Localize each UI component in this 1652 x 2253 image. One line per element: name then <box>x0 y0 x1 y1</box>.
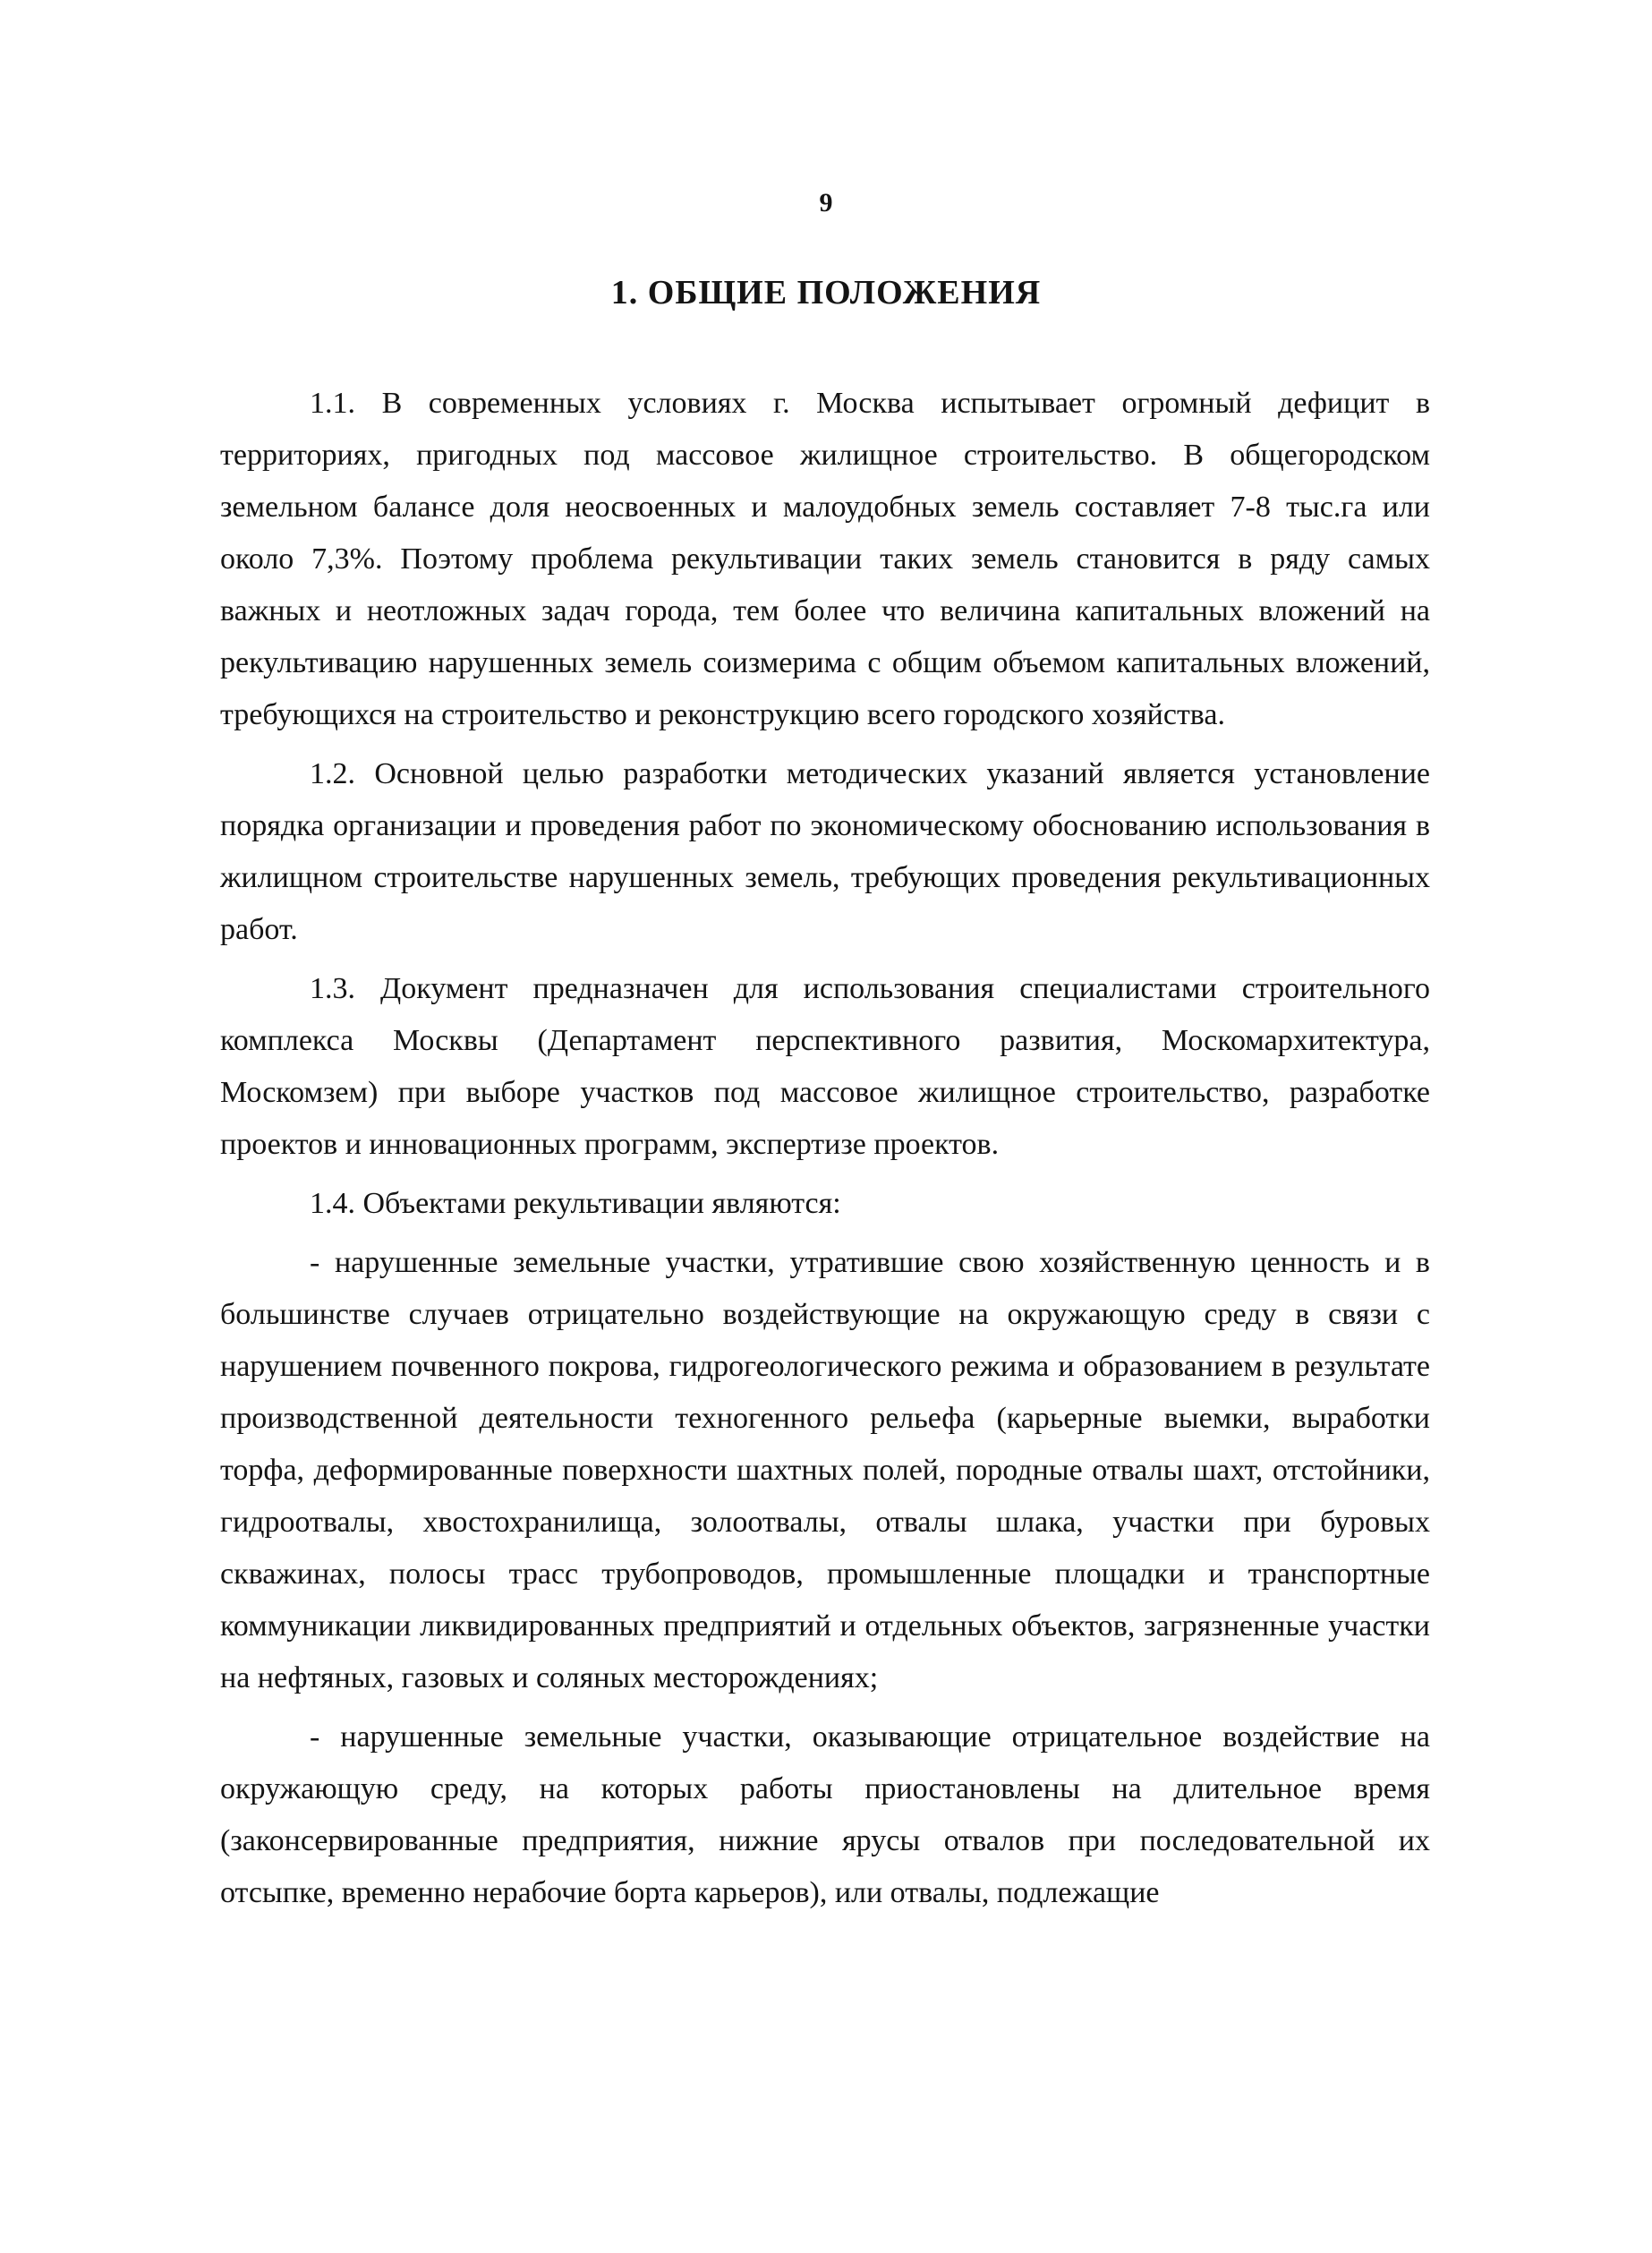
paragraph-1-2: 1.2. Основной целью разработки методических указаний является установление порядка организации и проведения работ по экономическому обоснованию использования в жилищном строительстве нарушенных земель, требующих проведения рекультивационных работ. <box>220 757 1430 946</box>
paragraph-1-1: 1.1. В современных условиях г. Москва испытывает огромный дефицит в территориях, пригодных под массовое жилищное строительство. В общегородском земельном балансе доля неосвоенных и малоудобных земель составляет 7-8 тыс.га или около 7,3%. Поэтому проблема рекультивации таких земель становится в ряду самых важных и неотложных задач города, тем более что величина капитальных вложений на рекультивацию нарушенных земель соизмерима с общим объемом капитальных вложений, требующихся на строительство и реконструкцию всего городского хозяйства. <box>220 387 1430 731</box>
paragraph-1-4: 1.4. Объектами рекультивации являются: <box>310 1187 841 1220</box>
paragraph-1-3: 1.3. Документ предназначен для использования специалистами строительного комплекса Москвы (Департамент перспективного развития, Москомархитектура, Москомзем) при выборе участков под массовое жилищное строительство, разработке проектов и инновационных программ, экспертизе проектов. <box>220 972 1430 1161</box>
list-item-2: - нарушенные земельные участки, оказывающие отрицательное воздействие на окружающую среду, на которых работы приостановлены на длительное время (законсервированные предприятия, нижние ярусы отвалов при последовательной их отсыпке, временно нерабочие борта карьеров), или отвалы, подлежащие <box>220 1720 1430 1909</box>
section-title: 1. ОБЩИЕ ПОЛОЖЕНИЯ <box>610 274 1042 311</box>
page-number: 9 <box>819 188 833 218</box>
list-item-1: - нарушенные земельные участки, утратившие свою хозяйственную ценность и в большинстве случаев отрицательно воздействующие на окружающую среду в связи с нарушением почвенного покрова, гидрогеологического режима и образованием в результате производственной деятельности техногенного рельефа (карьерные выемки, выработки торфа, деформированные поверхности шахтных полей, породные отвалы шахт, отстойники, гидроотвалы, хвостохранилища, золоотвалы, отвалы шлака, участки при буровых скважинах, полосы трасс трубопроводов, промышленные площадки и транспортные коммуникации ликвидированных предприятий и отдельных объектов, загрязненные участки на нефтяных, газовых и соляных месторождениях; <box>220 1246 1430 1694</box>
body-text <box>220 378 1430 1919</box>
